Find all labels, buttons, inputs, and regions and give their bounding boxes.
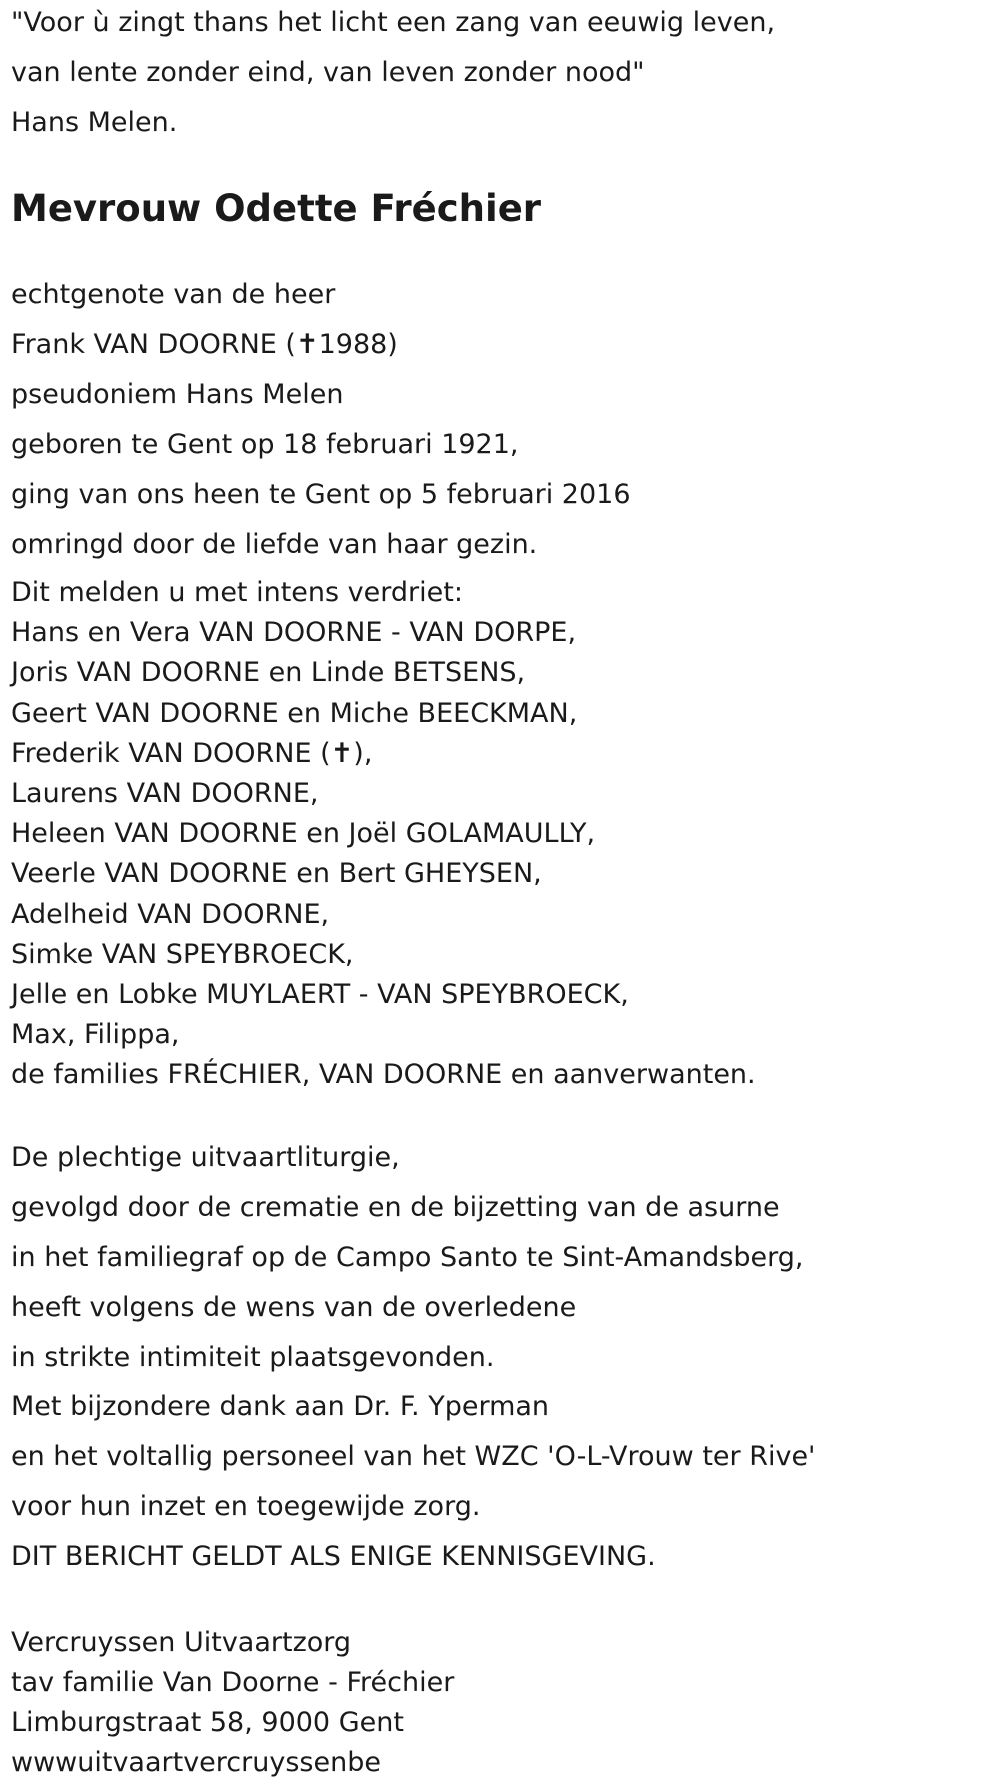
family-member: Joris VAN DOORNE en Linde BETSENS, <box>11 657 526 689</box>
family-member: Veerle VAN DOORNE en Bert GHEYSEN, <box>11 858 542 890</box>
family-member: Max, Filippa, <box>11 1019 180 1051</box>
detail-line: echtgenote van de heer <box>11 279 336 310</box>
family-member: Frederik VAN DOORNE (✝), <box>11 737 373 769</box>
ceremony-line: en het voltallig personeel van het WZC 'O-L-Vrouw ter Rive' <box>11 1441 816 1473</box>
detail-line: ging van ons heen te Gent op 5 februari 2016 <box>11 479 631 510</box>
family-list <box>11 576 971 1098</box>
family-member: Hans en Vera VAN DOORNE - VAN DORPE, <box>11 617 577 649</box>
ceremony-line: in strikte intimiteit plaatsgevonden. <box>11 1341 495 1373</box>
opening-quote <box>11 6 971 156</box>
notice-statement: DIT BERICHT GELDT ALS ENIGE KENNISGEVING. <box>11 1540 656 1572</box>
detail-line: Frank VAN DOORNE (✝1988) <box>11 329 398 360</box>
detail-line: omringd door de liefde van haar gezin. <box>11 529 538 560</box>
funeral-home-attention: tav familie Van Doorne - Fréchier <box>11 1666 455 1698</box>
family-member: Jelle en Lobke MUYLAERT - VAN SPEYBROECK, <box>11 978 629 1010</box>
funeral-home-contact <box>11 1626 971 1786</box>
quote-author: Hans Melen. <box>11 107 178 138</box>
family-intro: Dit melden u met intens verdriet: <box>11 577 463 608</box>
quote-line: "Voor ù zingt thans het licht een zang van eeuwig leven, <box>11 7 776 38</box>
detail-line: geboren te Gent op 18 februari 1921, <box>11 429 519 460</box>
funeral-home-website: wwwuitvaartvercruyssenbe <box>11 1747 381 1779</box>
funeral-home-address: Limburgstraat 58, 9000 Gent <box>11 1706 404 1738</box>
family-member: Laurens VAN DOORNE, <box>11 777 319 809</box>
deceased-details <box>11 278 971 578</box>
ceremony-line: in het familiegraf op de Campo Santo te Sint-Amandsberg, <box>11 1242 804 1274</box>
ceremony-details <box>11 1141 971 1589</box>
family-member: Adelheid VAN DOORNE, <box>11 898 330 930</box>
deceased-name: Mevrouw Odette Fréchier <box>11 187 542 230</box>
funeral-home-name: Vercruyssen Uitvaartzorg <box>11 1626 352 1658</box>
family-member: Geert VAN DOORNE en Miche BEECKMAN, <box>11 697 578 729</box>
family-member: Simke VAN SPEYBROECK, <box>11 938 354 970</box>
detail-line: pseudoniem Hans Melen <box>11 379 344 410</box>
family-member: Heleen VAN DOORNE en Joël GOLAMAULLY, <box>11 818 596 850</box>
obituary-notice <box>11 6 971 1786</box>
ceremony-line: De plechtige uitvaartliturgie, <box>11 1142 400 1174</box>
ceremony-line: Met bijzondere dank aan Dr. F. Yperman <box>11 1391 550 1423</box>
family-member: de families FRÉCHIER, VAN DOORNE en aanverwanten. <box>11 1059 756 1091</box>
ceremony-line: gevolgd door de crematie en de bijzetting van de asurne <box>11 1192 780 1224</box>
ceremony-line: voor hun inzet en toegewijde zorg. <box>11 1491 481 1523</box>
ceremony-line: heeft volgens de wens van de overledene <box>11 1291 577 1323</box>
quote-line: van lente zonder eind, van leven zonder nood" <box>11 57 645 88</box>
